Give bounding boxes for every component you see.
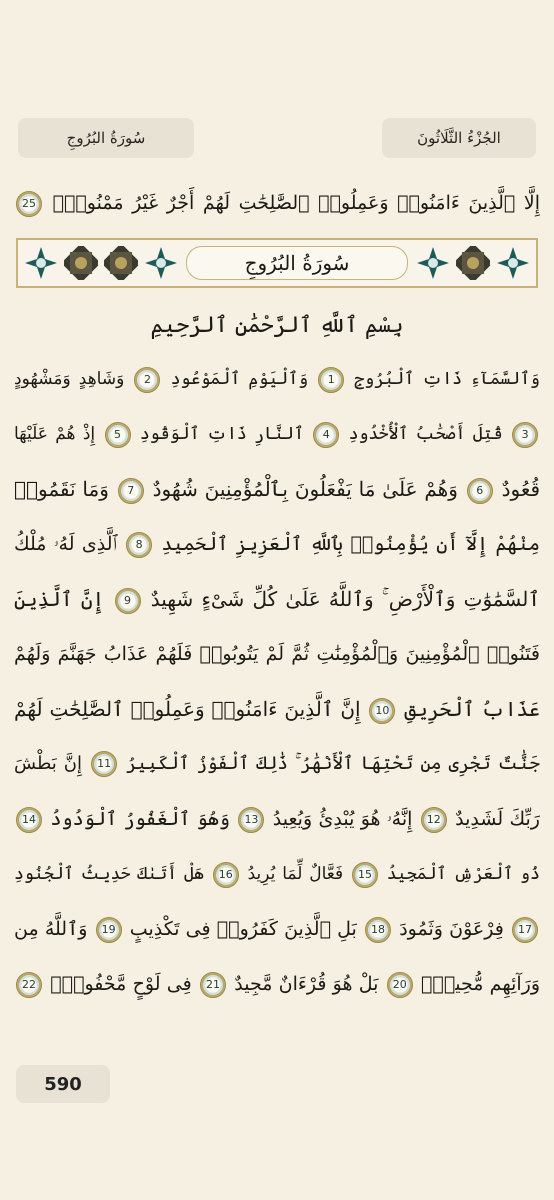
ayah-text: ٱلَّذِى لَهُۥ مُلْكُ (14, 533, 117, 555)
ayah-text: وَٱلسَّمَآءِ ذَاتِ ٱلْبُرُوجِ (354, 369, 540, 389)
teal-star-ornament-icon (416, 246, 450, 280)
ayah-text: فَعَّالٌ لِّمَا يُرِيدُ (247, 864, 344, 884)
ayah-line (14, 574, 540, 624)
ayah-line (14, 464, 540, 514)
ayah-text: بَلْ هُوَ قُرْءَانٌ مَّجِيدٌ (234, 973, 379, 995)
ayah-number-marker[interactable]: 20 (387, 972, 413, 998)
ayah-text: إِنَّهُۥ هُوَ يُبْدِئُ وَيُعِيدُ (272, 808, 413, 830)
ayah-line (14, 849, 540, 899)
juz-name-label: الجُزْءُ الثَّلَاثُونَ (417, 129, 501, 147)
ayah-text: إِنَّ ٱلَّذِينَ (14, 587, 105, 611)
ayah-text: وَهُوَ ٱلْغَفُورُ ٱلْوَدُودُ (50, 808, 231, 830)
ayah-line (14, 794, 540, 844)
surah-banner (16, 238, 538, 288)
teal-star-ornament-icon (496, 246, 530, 280)
page-number: 590 (44, 1073, 82, 1095)
ayah-number-marker[interactable]: 9 (115, 588, 141, 614)
ayah-number-marker[interactable]: 10 (369, 698, 395, 724)
ayah-line-prev (14, 178, 540, 228)
surah-title: سُورَةُ البُرُوجِ (244, 251, 350, 275)
ayah-text: هَلْ أَتَىٰكَ حَدِيثُ ٱلْجُنُودِ (14, 864, 204, 884)
ayah-line (14, 739, 540, 789)
surah-title-cartouche (186, 246, 408, 280)
ayah-text: فَتَنُوا۟ ٱلْمُؤْمِنِينَ وَٱلْمُؤْمِنَٰتِ ثُمَّ لَمْ يَتُوبُوا۟ فَلَهُمْ عَذَابُ جَهَنَّمَ وَلَهُمْ (14, 643, 540, 665)
ayah-text: قُعُودٌ (501, 477, 540, 501)
ayah-number-marker[interactable]: 11 (91, 751, 117, 777)
ayah-number-marker[interactable]: 1 (318, 367, 344, 393)
ayah-number-marker[interactable]: 6 (467, 478, 493, 504)
juz-name-header[interactable] (382, 118, 536, 158)
ayah-text: إِذْ هُمْ عَلَيْهَا (14, 424, 96, 444)
ayah-number-marker[interactable]: 22 (16, 972, 42, 998)
ayah-line (14, 684, 540, 734)
ayah-line (14, 629, 540, 679)
ayah-line (14, 904, 540, 954)
page-number-badge[interactable] (16, 1065, 110, 1103)
ayah-number-marker[interactable]: 14 (16, 807, 42, 833)
ayah-number-marker[interactable]: 25 (16, 191, 42, 217)
ayah-line (14, 519, 540, 569)
banner-ornaments-right (416, 246, 530, 280)
ayah-text: رَبِّكَ لَشَدِيدٌ (455, 808, 540, 830)
dark-medallion-ornament-icon (456, 246, 490, 280)
banner-ornaments-left (24, 246, 178, 280)
ayah-number-marker[interactable]: 3 (512, 422, 538, 448)
ayah-line (14, 959, 540, 1009)
ayah-text: وَمَا نَقَمُوا۟ (14, 477, 109, 501)
ayah-text: بَلِ ٱلَّذِينَ كَفَرُوا۟ فِى تَكْذِيبٍ (129, 918, 357, 940)
ayah-text: ٱلسَّمَٰوَٰتِ وَٱلْأَرْضِ ۚ وَٱللَّهُ عَلَىٰ كُلِّ شَىْءٍ شَهِيدٌ (150, 587, 540, 611)
ayah-number-marker[interactable]: 15 (352, 862, 378, 888)
ayah-number-marker[interactable]: 13 (238, 807, 264, 833)
ayah-line (14, 354, 540, 404)
ayah-text: إِنَّ بَطْشَ (14, 753, 83, 774)
ayah-text: وَٱللَّهُ مِن (14, 918, 88, 940)
ayah-text: وَهُمْ عَلَىٰ مَا يَفْعَلُونَ بِٱلْمُؤْمِنِينَ شُهُودٌ (152, 477, 458, 501)
ayah-text: وَشَاهِدٍ وَمَشْهُودٍ (14, 369, 125, 389)
ayah-text: إِلَّا ٱلَّذِينَ ءَامَنُوا۟ وَعَمِلُوا۟ ٱلصَّٰلِحَٰتِ لَهُمْ أَجْرٌ غَيْرُ مَمْنُونٍۭ (52, 192, 540, 214)
ayah-number-marker[interactable]: 19 (96, 917, 122, 943)
ayah-text: ذُو ٱلْعَرْشِ ٱلْمَجِيدُ (386, 864, 540, 884)
ayah-text: مِنْهُمْ إِلَّآ أَن يُؤْمِنُوا۟ بِٱللَّهِ ٱلْعَزِيزِ ٱلْحَمِيدِ (161, 533, 540, 555)
ayah-text: ٱلنَّارِ ذَاتِ ٱلْوَقُودِ (139, 424, 304, 444)
ayah-text: وَٱلْيَوْمِ ٱلْمَوْعُودِ (170, 369, 309, 389)
teal-star-ornament-icon (24, 246, 58, 280)
ayah-text: فِى لَوْحٍ مَّحْفُوظٍۭ (50, 973, 192, 995)
surah-name-label: سُورَةُ البُرُوجِ (66, 129, 146, 147)
ayah-number-marker[interactable]: 8 (126, 532, 152, 558)
ayah-text: وَرَآئِهِم مُّحِيطٌۢ (421, 973, 540, 995)
teal-star-ornament-icon (144, 246, 178, 280)
ayah-text: جَنَّٰتٌ تَجْرِى مِن تَحْتِهَا ٱلْأَنْهَٰرُ ۚ ذَٰلِكَ ٱلْفَوْزُ ٱلْكَبِيرُ (126, 753, 540, 774)
ayah-line (14, 409, 540, 459)
ayah-text: عَذَابُ ٱلْحَرِيقِ (404, 697, 540, 721)
dark-medallion-ornament-icon (104, 246, 138, 280)
surah-name-header[interactable] (18, 118, 194, 158)
ayah-number-marker[interactable]: 21 (200, 972, 226, 998)
ayah-number-marker[interactable]: 4 (313, 422, 339, 448)
basmala: بِسْمِ ٱللَّهِ ٱلرَّحْمَٰنِ ٱلرَّحِيمِ (150, 313, 404, 338)
ayah-text: قُتِلَ أَصْحَٰبُ ٱلْأُخْدُودِ (348, 424, 503, 444)
ayah-text: فِرْعَوْنَ وَثَمُودَ (399, 918, 504, 940)
ayah-number-marker[interactable]: 5 (105, 422, 131, 448)
dark-medallion-ornament-icon (64, 246, 98, 280)
ayah-number-marker[interactable]: 2 (134, 367, 160, 393)
ayah-number-marker[interactable]: 17 (512, 917, 538, 943)
ayah-number-marker[interactable]: 18 (365, 917, 391, 943)
ayah-number-marker[interactable]: 12 (421, 807, 447, 833)
ayah-number-marker[interactable]: 16 (213, 862, 239, 888)
ayah-number-marker[interactable]: 7 (118, 478, 144, 504)
top-blank-area (0, 0, 554, 110)
ayah-text: إِنَّ ٱلَّذِينَ ءَامَنُوا۟ وَعَمِلُوا۟ ٱلصَّٰلِحَٰتِ لَهُمْ (14, 697, 361, 721)
